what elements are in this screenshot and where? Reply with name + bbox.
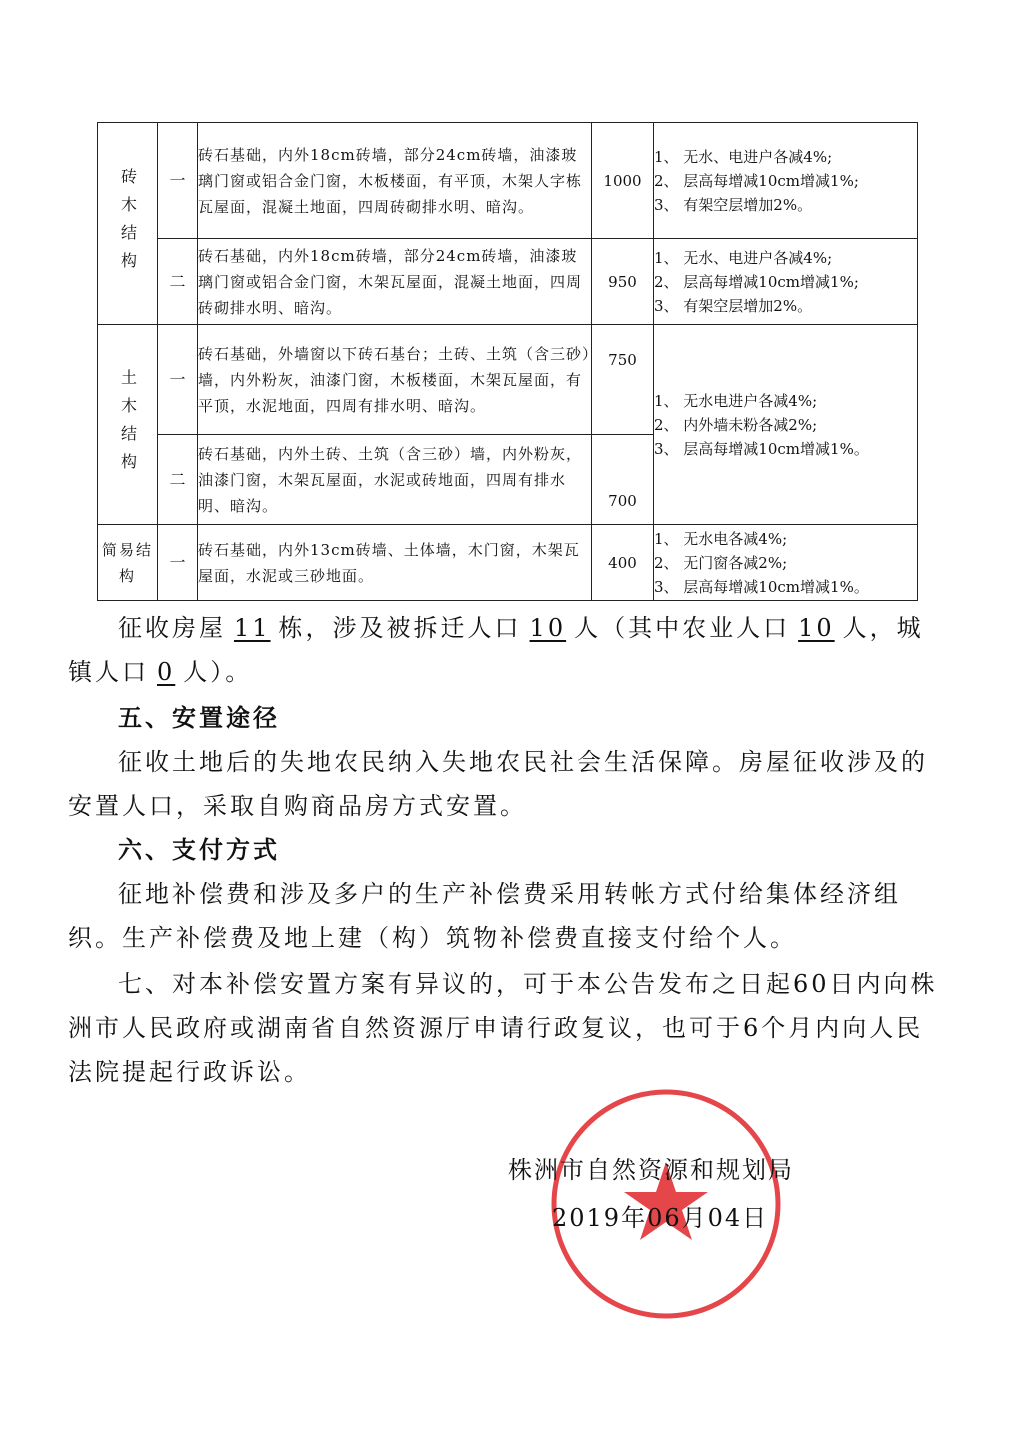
section-5-text: 征收土地后的失地农民纳入失地农民社会生活保障。房屋征收涉及的安置人口，采取自购商品房方式安置。 — [68, 748, 928, 820]
adjustment-item: 2、 内外墙未粉各减2%; — [654, 415, 818, 434]
adjustment-cell — [654, 525, 918, 601]
adjustment-item: 3、 层高每增减10cm增减1%。 — [654, 577, 869, 596]
signature-organization: 株洲市自然资源和规划局 — [508, 1156, 794, 1184]
adjustment-item: 2、 层高每增减10cm增减1%; — [654, 272, 859, 291]
table-row — [98, 123, 918, 239]
adjustment-item: 3、 层高每增减10cm增减1%。 — [654, 439, 869, 458]
housing-mid1: 栋，涉及被拆迁人口 — [278, 614, 522, 642]
date-month: 06 — [647, 1204, 682, 1232]
adjustment-cell — [654, 239, 918, 325]
adjustment-item: 1、 无水、电进户各减4%; — [654, 147, 833, 166]
adjustment-item: 1、 无水、电进户各减4%; — [654, 248, 833, 267]
description-cell: 砖石基础，外墙窗以下砖石基台；土砖、土筑（含三砂）墙，内外粉灰，油漆门窗，木板楼面，木架瓦屋面，有平顶，水泥地面，四周有排水明、暗沟。 — [198, 325, 592, 435]
adjustment-item: 1、 无水电进户各减4%; — [654, 391, 818, 410]
housing-mid2: 人（其中农业人口 — [574, 614, 791, 642]
compensation-table — [97, 122, 918, 601]
adjustment-item: 3、 有架空层增加2%。 — [654, 296, 813, 315]
table-row — [98, 325, 918, 435]
description-cell: 砖石基础，内外18cm砖墙，部分24cm砖墙，油漆玻璃门窗或铝合金门窗，木架瓦屋面，混凝土地面，四周砖砌排水明、暗沟。 — [198, 239, 592, 325]
section-heading-6: 六、支付方式 — [118, 836, 280, 864]
category-cell: 土木结构 — [98, 325, 158, 525]
date-month-unit: 月 — [681, 1204, 708, 1232]
description-cell: 砖石基础，内外18cm砖墙，部分24cm砖墙，油漆玻璃门窗或铝合金门窗，木板楼面，有平顶，木架人字栋瓦屋面，混凝土地面，四周砖砌排水明、暗沟。 — [198, 123, 592, 239]
housing-prefix: 征收房屋 — [118, 614, 226, 642]
table-row — [98, 525, 918, 601]
agricultural-count: 10 — [798, 614, 835, 642]
signature-date — [552, 1198, 768, 1233]
housing-suffix: 人）。 — [183, 658, 253, 686]
adjustment-cell — [654, 325, 918, 525]
date-year-unit: 年 — [621, 1204, 648, 1232]
section-heading-5: 五、安置途径 — [118, 704, 280, 732]
adjustment-cell — [654, 123, 918, 239]
date-year: 2019 — [552, 1204, 622, 1232]
houses-count: 11 — [234, 614, 271, 642]
section-7-text: 七、对本补偿安置方案有异议的，可于本公告发布之日起60日内向株洲市人民政府或湖南省自然资源厅申请行政复议，也可于6个月内向人民法院提起行政诉讼。 — [68, 970, 938, 1086]
urban-count: 0 — [157, 658, 176, 686]
housing-paragraph — [68, 606, 948, 694]
grade-cell: 二 — [158, 435, 198, 525]
adjustment-item: 3、 有架空层增加2%。 — [654, 195, 813, 214]
population-count: 10 — [529, 614, 567, 642]
grade-cell: 一 — [158, 325, 198, 435]
price-cell: 750 — [592, 325, 654, 435]
category-cell: 简易结构 — [98, 525, 158, 601]
table-row — [98, 239, 918, 325]
grade-cell: 一 — [158, 123, 198, 239]
adjustment-item: 2、 层高每增减10cm增减1%; — [654, 171, 859, 190]
date-day: 04 — [707, 1204, 743, 1232]
housing-mid3: 人，城镇人口 — [68, 614, 924, 686]
category-cell: 砖木结构 — [98, 123, 158, 325]
description-cell: 砖石基础，内外土砖、土筑（含三砂）墙，内外粉灰，油漆门窗，木架瓦屋面，水泥或砖地面，四周有排水明、暗沟。 — [198, 435, 592, 525]
price-cell: 700 — [592, 435, 654, 525]
grade-cell: 二 — [158, 239, 198, 325]
date-day-unit: 日 — [742, 1204, 769, 1232]
price-cell: 400 — [592, 525, 654, 601]
price-cell: 1000 — [592, 123, 654, 239]
section-6-text: 征地补偿费和涉及多户的生产补偿费采用转帐方式付给集体经济组织。生产补偿费及地上建（构）筑物补偿费直接支付给个人。 — [68, 880, 901, 952]
adjustment-item: 2、 无门窗各减2%; — [654, 553, 788, 572]
adjustment-item: 1、 无水电各减4%; — [654, 529, 788, 548]
price-cell: 950 — [592, 239, 654, 325]
description-cell: 砖石基础，内外13cm砖墙、土体墙，木门窗，木架瓦屋面，水泥或三砂地面。 — [198, 525, 592, 601]
grade-cell: 一 — [158, 525, 198, 601]
